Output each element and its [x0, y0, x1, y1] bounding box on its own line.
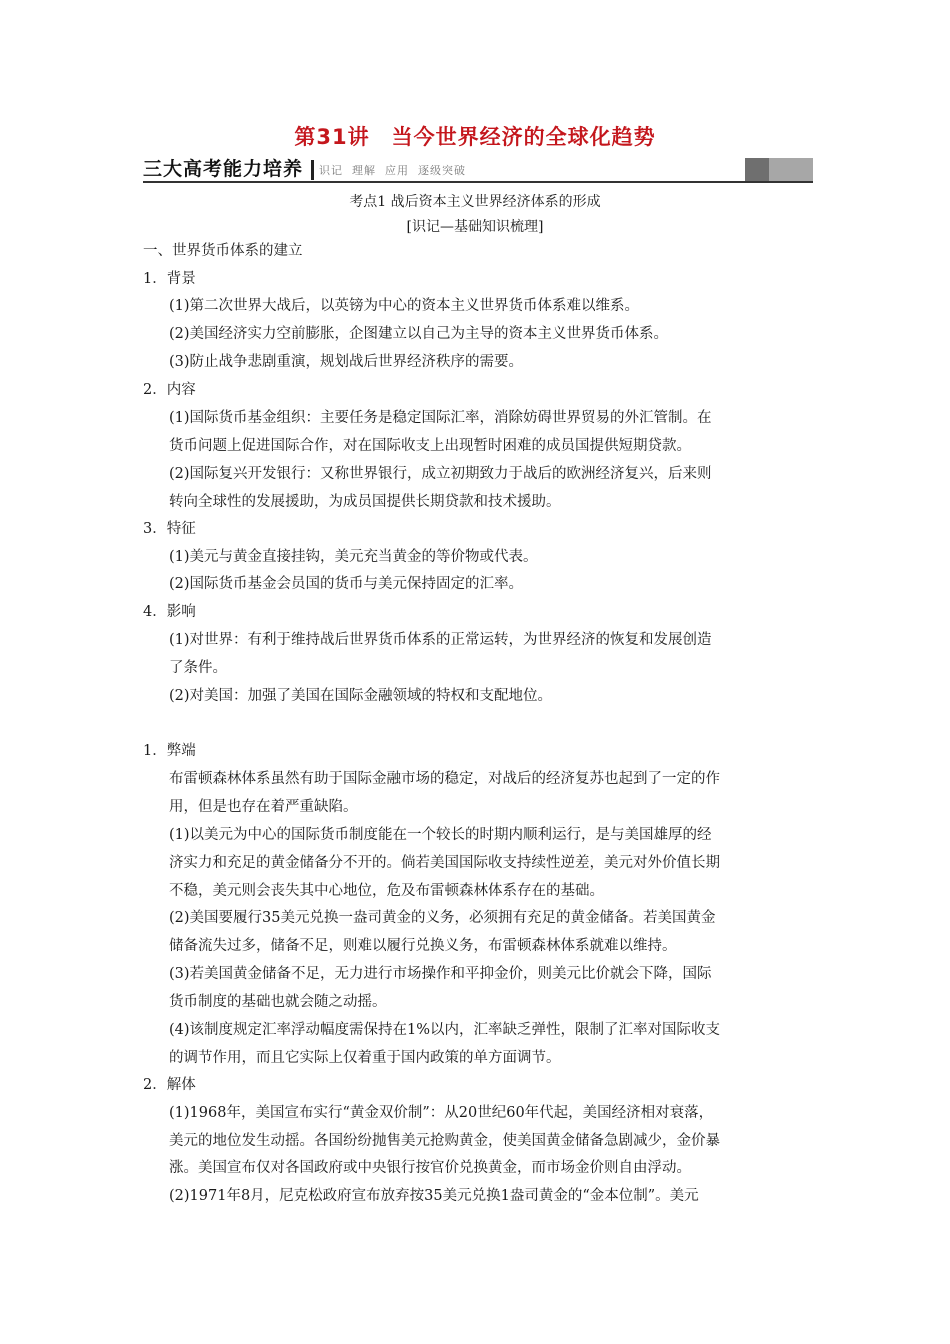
text-line: (1)对世界：有利于维持战后世界货币体系的正常运转，为世界经济的恢复和发展创造 — [169, 632, 712, 648]
text-line: 3．特征 — [143, 521, 196, 537]
text-line: (1)以美元为中心的国际货币制度能在一个较长的时期内顺利运行，是与美国雄厚的经 — [169, 827, 712, 843]
text-line: (2)美国经济实力空前膨胀，企图建立以自己为主导的资本主义世界货币体系。 — [169, 326, 669, 342]
text-line: 2．解体 — [143, 1077, 196, 1093]
section-heading: 考点1 战后资本主义世界经济体系的形成 — [349, 194, 601, 210]
text-line: 4．影响 — [143, 604, 196, 620]
banner-block-light — [769, 158, 813, 182]
text-line: 货币制度的基础也就会随之动摇。 — [169, 994, 387, 1010]
text-line: (2)国际货币基金会员国的货币与美元保持固定的汇率。 — [169, 576, 524, 592]
text-line: 布雷顿森林体系虽然有助于国际金融市场的稳定，对战后的经济复苏也起到了一定的作 — [169, 771, 720, 787]
section-banner — [143, 156, 813, 184]
text-line: 转向全球性的发展援助，为成员国提供长期贷款和技术援助。 — [169, 494, 561, 510]
text-line: 了条件。 — [169, 660, 227, 676]
banner-divider — [311, 160, 314, 180]
text-line: 不稳，美元则会丧失其中心地位，危及布雷顿森林体系存在的基础。 — [169, 883, 604, 899]
text-line: (2)国际复兴开发银行：又称世界银行，成立初期致力于战后的欧洲经济复兴，后来则 — [169, 466, 712, 482]
text-line: (3)防止战争悲剧重演，规划战后世界经济秩序的需要。 — [169, 354, 524, 370]
text-line: (1)第二次世界大战后，以英镑为中心的资本主义世界货币体系难以维系。 — [169, 298, 640, 314]
text-line: (1)国际货币基金组织：主要任务是稳定国际汇率，消除妨碍世界贸易的外汇管制。在 — [169, 410, 712, 426]
text-line: (2)美国要履行35美元兑换一盎司黄金的义务，必须拥有充足的黄金储备。若美国黄金 — [169, 910, 716, 926]
page-title: 第31讲 当今世界经济的全球化趋势 — [294, 125, 656, 149]
text-line: 济实力和充足的黄金储备分不开的。倘若美国国际收支持续性逆差，美元对外价值长期 — [169, 855, 720, 871]
banner-rule — [143, 181, 813, 183]
text-line: (2)1971年8月，尼克松政府宣布放弃按35美元兑换1盎司黄金的“金本位制”。美元 — [169, 1188, 699, 1204]
text-line: 的调节作用，而且它实际上仅着重于国内政策的单方面调节。 — [169, 1050, 561, 1066]
text-line: 储备流失过多，储备不足，则难以履行兑换义务，布雷顿森林体系就难以维持。 — [169, 938, 677, 954]
section-subheading: [识记—基础知识梳理] — [406, 219, 544, 235]
text-line: 1．弊端 — [143, 743, 196, 759]
text-line: (1)美元与黄金直接挂钩，美元充当黄金的等价物或代表。 — [169, 549, 538, 565]
text-line: (4)该制度规定汇率浮动幅度需保持在1%以内，汇率缺乏弹性，限制了汇率对国际收支 — [169, 1022, 721, 1038]
text-line: 涨。美国宣布仅对各国政府或中央银行按官价兑换黄金，而市场金价则自由浮动。 — [169, 1160, 691, 1176]
banner-heading: 三大高考能力培养 — [143, 158, 304, 180]
text-line: 用，但是也存在着严重缺陷。 — [169, 799, 358, 815]
text-line: 货币问题上促进国际合作，对在国际收支上出现暂时困难的成员国提供短期贷款。 — [169, 438, 691, 454]
text-line: 美元的地位发生动摇。各国纷纷抛售美元抢购黄金，使美国黄金储备急剧减少，金价暴 — [169, 1133, 720, 1149]
text-line: 1．背景 — [143, 271, 196, 287]
banner-subtitle: 识记 理解 应用 逐级突破 — [319, 164, 466, 177]
text-line: 一、世界货币体系的建立 — [143, 243, 303, 259]
banner-block-dark — [745, 158, 769, 182]
text-line: (1)1968年，美国宣布实行“黄金双价制”：从20世纪60年代起，美国经济相对衰落， — [169, 1105, 714, 1121]
text-line: 2．内容 — [143, 382, 196, 398]
text-line: (3)若美国黄金储备不足，无力进行市场操作和平抑金价，则美元比价就会下降，国际 — [169, 966, 712, 982]
text-line: (2)对美国：加强了美国在国际金融领域的特权和支配地位。 — [169, 688, 553, 704]
